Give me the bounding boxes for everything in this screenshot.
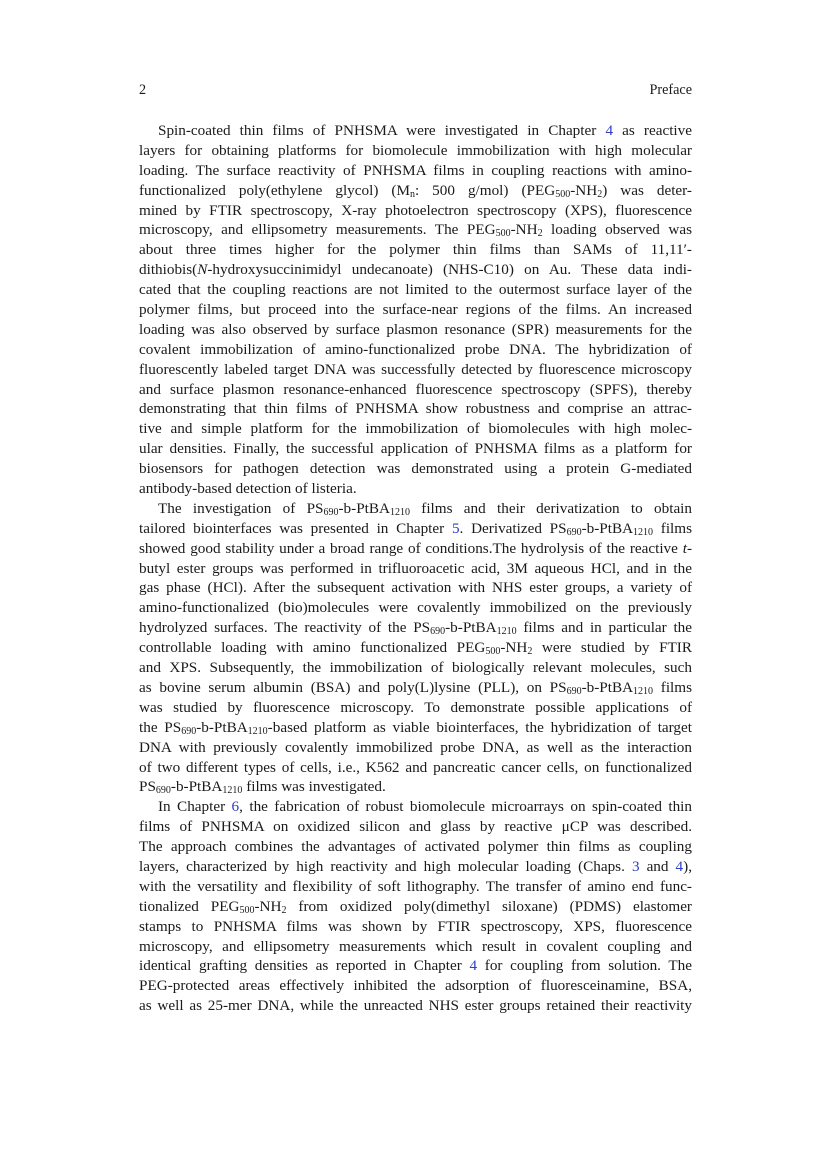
text-line	[139, 698, 692, 718]
text-line	[139, 201, 692, 221]
chapter-link[interactable]: 4	[605, 122, 614, 139]
text-line	[139, 519, 692, 539]
text-line	[139, 419, 692, 439]
text-line	[139, 161, 692, 181]
text-span: microscopy, and ellipsometry measurements. The PEG	[139, 221, 496, 239]
text-span: ular densities. Finally, the successful application of PNHSMA films as a platform for	[139, 440, 692, 458]
paragraph	[139, 797, 692, 1016]
text-span: polymer films, but proceed into the surface-near regions of the films. An increased	[139, 301, 692, 319]
running-head: Preface	[649, 82, 692, 98]
subscript: 500	[555, 188, 571, 200]
text-span: -b-PtBA	[196, 718, 248, 736]
text-span: -b-PtBA	[445, 619, 497, 637]
subscript: 1210	[633, 685, 654, 697]
text-span: dithiobis(	[139, 261, 198, 279]
text-span: for coupling from solution. The	[477, 957, 692, 975]
subscript: 690	[566, 526, 582, 538]
text-line	[139, 439, 692, 459]
subscript: 690	[181, 725, 197, 737]
text-span: tive and simple platform for the immobilization of biomolecules with high molec-	[139, 420, 692, 438]
text-line	[139, 559, 692, 579]
text-span: and XPS. Subsequently, the immobilization of biologically relevant molecules, such	[139, 659, 692, 677]
text-line	[139, 877, 692, 897]
text-span: antibody-based detection of listeria.	[139, 480, 357, 498]
text-span: -based platform as viable biointerfaces, the hybridization of target	[267, 718, 692, 736]
text-line	[139, 260, 692, 280]
text-line	[139, 738, 692, 758]
text-span: -b-PtBA	[581, 519, 634, 537]
text-span: and surface plasmon resonance-enhanced fluorescence spectroscopy (SPFS), thereby	[139, 380, 692, 398]
chapter-link[interactable]: 6	[231, 798, 240, 816]
text-span: as bovine serum albumin (BSA) and poly(L)lysine (PLL), on PS	[139, 678, 567, 696]
paragraph	[139, 499, 692, 797]
page-number: 2	[139, 82, 147, 98]
text-span: -b-PtBA	[581, 678, 634, 696]
text-span: Spin-coated thin films of PNHSMA were investigated in Chapter	[158, 122, 606, 139]
text-span: ) was deter-	[602, 181, 692, 199]
text-span: The investigation of PS	[158, 499, 324, 517]
text-span: films	[653, 519, 693, 537]
subscript: 1210	[389, 506, 410, 518]
chapter-link[interactable]: 5	[451, 519, 460, 537]
text-span: -	[686, 539, 692, 557]
text-line	[139, 459, 692, 479]
text-line	[139, 578, 692, 598]
text-span: stamps to PNHSMA films was shown by FTIR spectroscopy, XPS, fluorescence	[139, 917, 692, 935]
text-span: -b-PtBA	[338, 499, 390, 517]
text-line	[139, 300, 692, 320]
text-line	[139, 380, 692, 400]
text-line	[139, 638, 692, 658]
text-span: The approach combines the advantages of activated polymer thin films as coupling	[139, 838, 692, 856]
text-span: with the versatility and flexibility of soft lithography. The transfer of amino end func-	[139, 877, 692, 895]
text-span: DNA with previously covalently immobilized probe DNA, as well as the interaction	[139, 738, 692, 756]
text-span: films	[653, 678, 692, 696]
text-line	[139, 280, 692, 300]
text-line	[139, 399, 692, 419]
text-span: were studied by FTIR	[532, 639, 692, 657]
text-line	[139, 976, 692, 996]
italic-text: N	[197, 261, 208, 279]
subscript: 1210	[496, 626, 517, 638]
text-span: films and their derivatization to obtain	[409, 499, 692, 517]
text-line	[139, 499, 692, 519]
text-span: tailored biointerfaces was presented in Chapter	[139, 519, 452, 537]
subscript: 690	[566, 685, 582, 697]
page-header	[139, 82, 692, 102]
subscript: 1210	[633, 526, 654, 538]
text-span: layers for obtaining platforms for biomolecule immobilization with high molecular	[139, 141, 692, 159]
subscript: 690	[155, 785, 171, 797]
text-span: identical grafting densities as reported in Chapter	[139, 957, 470, 975]
text-span: hydrolyzed surfaces. The reactivity of the PS	[139, 619, 431, 637]
text-span: loading was also observed by surface plasmon resonance (SPR) measurements for the	[139, 320, 692, 338]
subscript: 500	[485, 646, 501, 658]
text-span: from oxidized poly(dimethyl siloxane) (PDMS) elastomer	[286, 897, 692, 915]
text-span: films was investigated.	[242, 778, 386, 796]
text-span: In Chapter	[158, 798, 232, 816]
text-line	[139, 917, 692, 937]
text-span: layers, characterized by high reactivity and high molecular loading (Chaps.	[139, 857, 632, 875]
subscript: 2	[597, 188, 603, 200]
text-span: loading observed was	[542, 221, 692, 239]
subscript: 690	[430, 626, 446, 638]
text-line	[139, 937, 692, 957]
chapter-link[interactable]: 4	[675, 857, 684, 875]
text-line	[139, 618, 692, 638]
text-span: the PS	[139, 718, 182, 736]
text-line	[139, 360, 692, 380]
text-span: tionalized PEG	[139, 897, 240, 915]
chapter-link[interactable]: 4	[469, 957, 478, 975]
text-line	[139, 837, 692, 857]
chapter-link[interactable]: 3	[631, 857, 640, 875]
text-line	[139, 539, 692, 559]
text-line	[139, 320, 692, 340]
text-span: was studied by fluorescence microscopy. To demonstrate possible applications of	[139, 698, 692, 716]
subscript: 2	[527, 646, 533, 658]
text-line	[139, 777, 692, 797]
italic-text: t	[682, 539, 687, 557]
text-line	[139, 240, 692, 260]
text-line	[139, 758, 692, 778]
text-line	[139, 141, 692, 161]
text-span: -NH	[500, 639, 528, 657]
text-line	[139, 220, 692, 240]
text-line	[139, 718, 692, 738]
text-span: -NH	[510, 221, 538, 239]
subscript: 500	[239, 904, 255, 916]
text-span: fluorescently labeled target DNA was successfully detected by fluorescence microscopy	[139, 360, 692, 378]
text-span: -b-PtBA	[170, 778, 223, 796]
text-span: PS	[139, 778, 156, 796]
subscript: 1210	[247, 725, 268, 737]
text-span: amino-functionalized (bio)molecules were covalently immobilized on the previously	[139, 599, 692, 617]
text-line	[139, 817, 692, 837]
text-line	[139, 658, 692, 678]
text-span: mined by FTIR spectroscopy, X-ray photoelectron spectroscopy (XPS), fluorescence	[139, 201, 692, 219]
text-span: films of PNHSMA on oxidized silicon and glass by reactive μCP was described.	[139, 818, 692, 836]
text-span: as reactive	[613, 122, 692, 139]
text-span: functionalized poly(ethylene glycol) (M	[139, 181, 410, 199]
text-line	[139, 181, 692, 201]
subscript: n	[409, 188, 415, 200]
text-span: -NH	[254, 897, 282, 915]
text-span: gas phase (HCl). After the subsequent activation with NHS ester groups, a variety of	[139, 579, 692, 597]
text-span: cated that the coupling reactions are not limited to the outermost surface layer of the	[139, 281, 692, 299]
text-span: : 500 g/mol) (PEG	[414, 181, 556, 199]
text-span: showed good stability under a broad range of conditions.The hydrolysis of the reactive	[139, 539, 683, 557]
subscript: 2	[537, 228, 543, 240]
text-line	[139, 897, 692, 917]
text-span: butyl ester groups was performed in trifluoroacetic acid, 3M aqueous HCl, and in the	[139, 559, 692, 577]
text-span: about three times higher for the polymer thin films than SAMs of 11,11′-	[139, 241, 692, 259]
paragraph	[139, 121, 692, 499]
text-line	[139, 857, 692, 877]
text-line	[139, 121, 692, 141]
text-line	[139, 479, 692, 499]
subscript: 500	[495, 228, 511, 240]
subscript: 2	[281, 904, 287, 916]
text-span: microscopy, and ellipsometry measurements which result in covalent coupling and	[139, 937, 692, 955]
text-line	[139, 340, 692, 360]
text-line	[139, 598, 692, 618]
body-text	[139, 121, 692, 1016]
text-span: as well as 25-mer DNA, while the unreacted NHS ester groups retained their reactivity	[139, 997, 692, 1015]
text-span: controllable loading with amino functionalized PEG	[139, 639, 486, 657]
subscript: 690	[323, 506, 339, 518]
text-span: of two different types of cells, i.e., K562 and pancreatic cancer cells, on functionalized	[139, 758, 692, 776]
text-span: -hydroxysuccinimidyl undecanoate) (NHS-C10) on Au. These data indi-	[207, 261, 692, 279]
subscript: 1210	[222, 785, 243, 797]
text-span: , the fabrication of robust biomolecule microarrays on spin-coated thin	[239, 798, 692, 816]
text-span: PEG-protected areas effectively inhibited the adsorption of fluoresceinamine, BSA,	[139, 977, 692, 995]
text-span: covalent immobilization of amino-functionalized probe DNA. The hybridization of	[139, 340, 692, 358]
text-span: films and in particular the	[516, 619, 693, 637]
text-span: . Derivatized PS	[459, 519, 567, 537]
text-span: ),	[683, 857, 692, 875]
text-span: loading. The surface reactivity of PNHSMA films in coupling reactions with amino-	[139, 161, 692, 179]
text-line	[139, 797, 692, 817]
text-line	[139, 956, 692, 976]
text-line	[139, 678, 692, 698]
text-span: demonstrating that thin films of PNHSMA show robustness and comprise an attrac-	[139, 400, 692, 418]
text-line	[139, 996, 692, 1016]
text-span: biosensors for pathogen detection was demonstrated using a protein G-mediated	[139, 460, 692, 478]
text-span: -NH	[570, 181, 598, 199]
text-span: and	[639, 857, 676, 875]
